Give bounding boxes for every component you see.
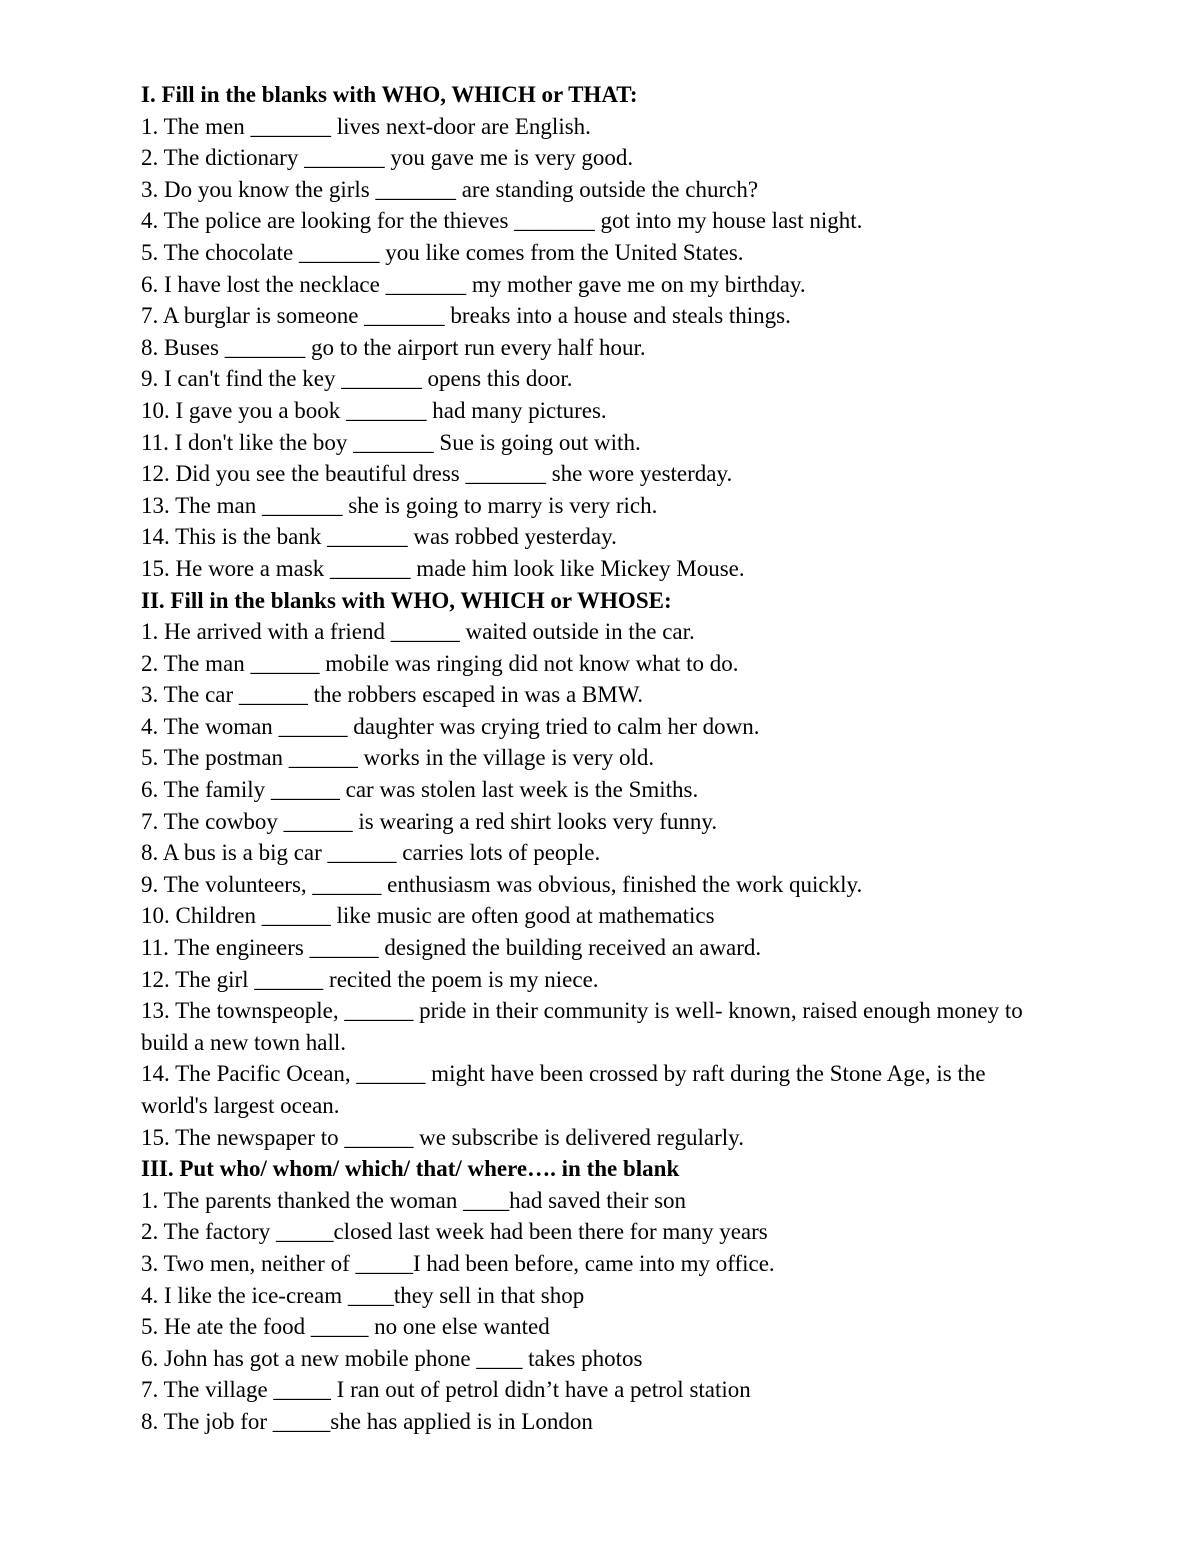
exercise-item: 2. The factory _____closed last week had been there for many years (141, 1219, 768, 1245)
exercise-item: 11. The engineers ______ designed the building received an award. (141, 935, 762, 961)
exercise-item: 12. The girl ______ recited the poem is my niece. (141, 966, 599, 992)
exercise-item: 4. The police are looking for the thieves _______ got into my house last night. (141, 208, 863, 234)
section-1-heading: I. Fill in the blanks with WHO, WHICH or THAT: (141, 82, 638, 107)
exercise-item: 3. Do you know the girls _______ are standing outside the church? (141, 176, 759, 202)
exercise-item: 5. He ate the food _____ no one else wanted (141, 1314, 550, 1340)
exercise-item: 15. He wore a mask _______ made him look like Mickey Mouse. (141, 555, 745, 581)
exercise-item: 2. The man ______ mobile was ringing did not know what to do. (141, 650, 739, 676)
exercise-item: 3. The car ______ the robbers escaped in was a BMW. (141, 682, 644, 708)
exercise-item: 5. The chocolate _______ you like comes from the United States. (141, 239, 744, 265)
section-3-heading: III. Put who/ whom/ which/ that/ where…. in the blank (141, 1156, 680, 1182)
exercise-item: 5. The postman ______ works in the village is very old. (141, 745, 655, 771)
exercise-item: 1. The men _______ lives next-door are English. (141, 113, 591, 139)
exercise-item: 10. I gave you a book _______ had many pictures. (141, 397, 607, 423)
exercise-item: 2. The dictionary _______ you gave me is very good. (141, 145, 634, 171)
exercise-item: 3. Two men, neither of _____I had been before, came into my office. (141, 1250, 775, 1276)
exercise-item: 7. The cowboy ______ is wearing a red shirt looks very funny. (141, 808, 718, 834)
exercise-item: 8. Buses _______ go to the airport run every half hour. (141, 334, 646, 360)
exercise-item: 11. I don't like the boy _______ Sue is going out with. (141, 429, 641, 455)
exercise-item: 6. The family ______ car was stolen last week is the Smiths. (141, 777, 699, 803)
exercise-item: 13. The man _______ she is going to marry is very rich. (141, 492, 658, 518)
worksheet (141, 79, 1041, 1438)
exercise-item: 1. The parents thanked the woman ____had saved their son (141, 1187, 687, 1213)
exercise-item: 8. The job for _____she has applied is in London (141, 1408, 593, 1434)
exercise-item: 7. The village _____ I ran out of petrol didn’t have a petrol station (141, 1377, 751, 1403)
exercise-item: 9. I can't find the key _______ opens this door. (141, 366, 573, 392)
exercise-item: 8. A bus is a big car ______ carries lots of people. (141, 840, 601, 866)
exercise-item: 10. Children ______ like music are often good at mathematics (141, 903, 715, 929)
section-2-heading: II. Fill in the blanks with WHO, WHICH or WHOSE: (141, 587, 672, 613)
exercise-item: 14. The Pacific Ocean, ______ might have been crossed by raft during the Stone Age, is the world's largest ocean. (141, 1061, 986, 1118)
exercise-item: 4. I like the ice-cream ____they sell in that shop (141, 1282, 585, 1308)
exercise-item: 6. John has got a new mobile phone ____ takes photos (141, 1345, 643, 1371)
exercise-item: 1. He arrived with a friend ______ waited outside in the car. (141, 619, 695, 645)
exercise-item: 15. The newspaper to ______ we subscribe is delivered regularly. (141, 1124, 744, 1150)
exercise-item: 6. I have lost the necklace _______ my mother gave me on my birthday. (141, 271, 806, 297)
exercise-item: 14. This is the bank _______ was robbed yesterday. (141, 524, 617, 550)
exercise-item: 9. The volunteers, ______ enthusiasm was obvious, finished the work quickly. (141, 871, 863, 897)
exercise-item: 4. The woman ______ daughter was crying tried to calm her down. (141, 713, 760, 739)
exercise-item: 7. A burglar is someone _______ breaks into a house and steals things. (141, 303, 791, 329)
exercise-item: 12. Did you see the beautiful dress _______ she wore yesterday. (141, 461, 733, 487)
exercise-item: 13. The townspeople, ______ pride in their community is well- known, raised enough money to build a new town hall. (141, 998, 1023, 1055)
